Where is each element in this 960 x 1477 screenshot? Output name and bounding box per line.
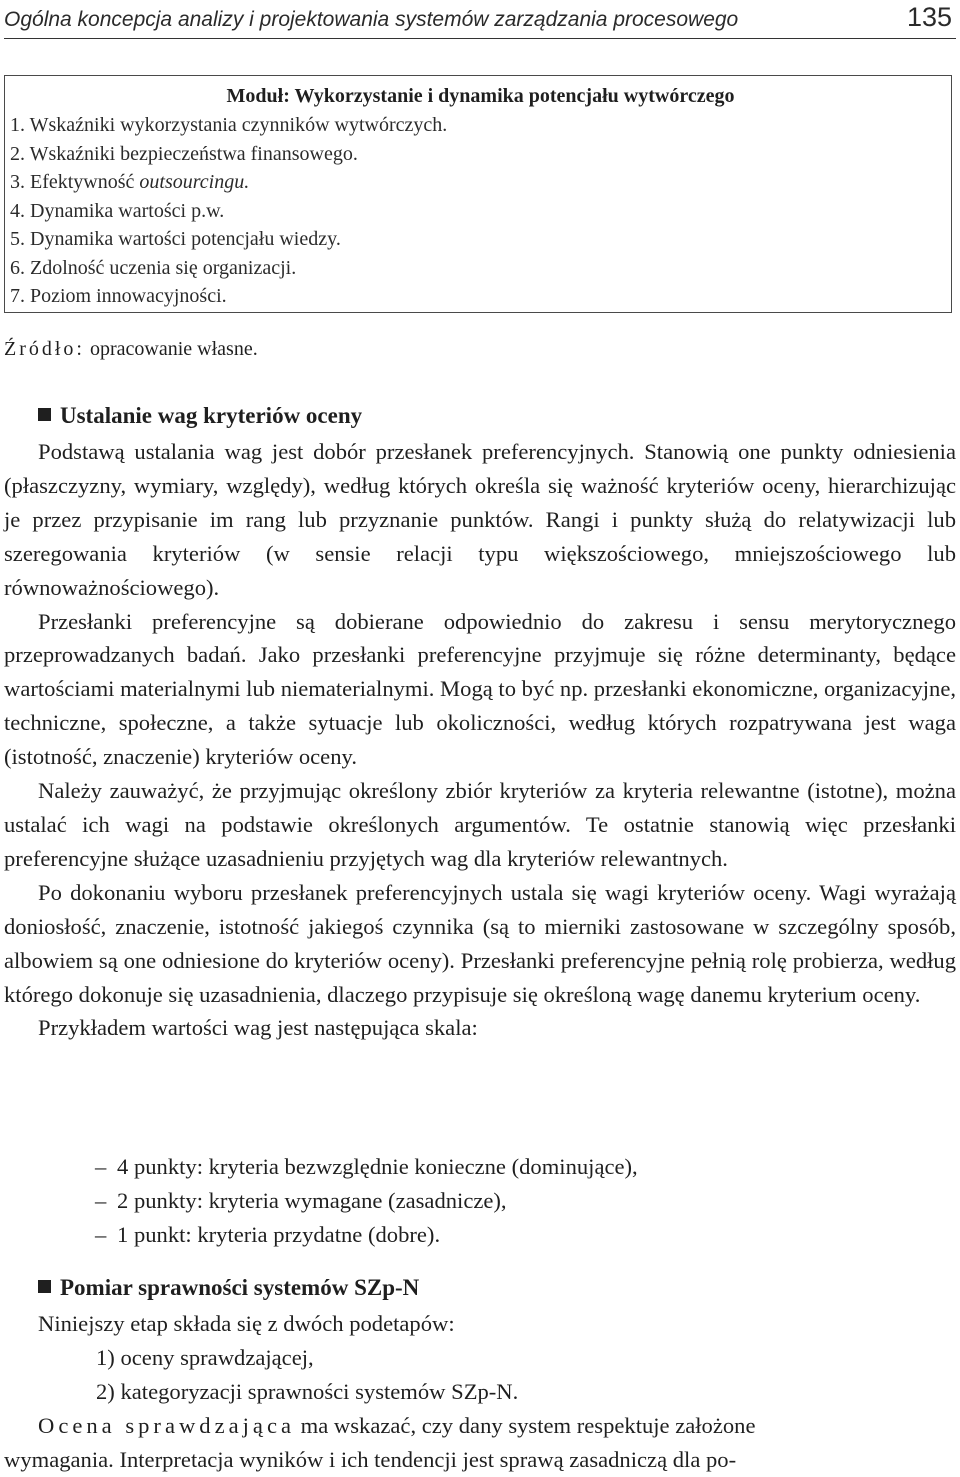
module-item: 4. Dynamika wartości p.w. <box>10 199 225 222</box>
module-item: 5. Dynamika wartości potencjału wiedzy. <box>10 228 341 250</box>
module-box <box>4 75 952 313</box>
running-head-title: Ogólna koncepcja analizy i projektowania systemów zarządzania procesowego <box>4 8 739 31</box>
paragraph: Podstawą ustalania wag jest dobór przesłanek preferencyjnych. Stanowią one punkty odniesienia (płaszczyzny, wymiary, względy), według których określa się ważność kryteriów oceny, hierarchizując je przez przypisanie im rang lub przyznanie punktów. Rangi i punkty służą do relatywizacji lub szeregowania kryteriów (w sensie relacji typu większościowego, mniejszościowego lub równoważnościowego). <box>4 439 956 600</box>
list-item: – 4 punkty: kryteria bezwzględnie konieczne (dominujące), <box>95 1154 638 1179</box>
module-item: 7. Poziom innowacyjności. <box>10 285 227 307</box>
square-bullet-icon <box>38 408 51 421</box>
paragraph: Ocena sprawdzająca ma wskazać, czy dany system respektuje założone <box>38 1412 756 1438</box>
module-item: 3. Efektywność outsourcingu. <box>10 171 250 193</box>
section-weights-body <box>4 435 956 1045</box>
paragraph: Przesłanki preferencyjne są dobierane odpowiednio do zakresu i sensu merytorycznego przeprowadzanych badań. Jako przesłanki preferencyjne przyjmuje się różne determinanty, będące wartościami materialnymi lub niematerialnymi. Mogą to być np. przesłanki ekonomiczne, organizacyjne, techniczne, społeczne, a także sytuacje lub okoliczności, według których rozpatrywana jest waga (istotność, znaczenie) kryteriów oceny. <box>4 608 956 770</box>
module-item: 2. Wskaźniki bezpieczeństwa finansowego. <box>10 142 358 165</box>
square-bullet-icon <box>38 1280 51 1293</box>
paragraph: wymagania. Interpretacja wyników i ich tendencji jest sprawą zasadniczą dla po- <box>4 1446 737 1472</box>
list-item: – 2 punkty: kryteria wymagane (zasadnicze), <box>95 1188 507 1213</box>
section-heading-weights: Ustalanie wag kryteriów oceny <box>38 403 362 429</box>
section-heading-measurement: Pomiar sprawności systemów SZp-N <box>38 1275 419 1301</box>
page-number: 135 <box>906 2 952 32</box>
section-measurement-body <box>4 1307 956 1477</box>
weight-scale-list <box>0 1150 960 1252</box>
paragraph: Niniejszy etap składa się z dwóch podetapów: <box>38 1311 455 1336</box>
paragraph: Po dokonaniu wyboru przesłanek preferencyjnych ustala się wagi kryteriów oceny. Wagi wyrażają doniosłość, znaczenie, istotność jakiegoś czynnika (są to mierniki zastosowane w szczególny sposób, albowiem są one odniesione do kryteriów oceny). Przesłanki preferencyjne pełnią rolę probierza, według którego dokonuje się uzasadnienia, dlaczego przypisuje się określoną wagę danemu kryterium oceny. <box>4 879 956 1007</box>
paragraph: Należy zauważyć, że przyjmując określony zbiór kryteriów za kryteria relewantne (istotne), można ustalać ich wagi na podstawie określonych argumentów. Te ostatnie stanowią więc przesłanki preferencyjne służące uzasadnieniu przyjętych wag dla kryteriów relewantnych. <box>4 778 956 871</box>
list-item: – 1 punkt: kryteria przydatne (dobre). <box>95 1222 441 1247</box>
module-item: 1. Wskaźniki wykorzystania czynników wytwórczych. <box>10 114 448 136</box>
module-box-title: Moduł: Wykorzystanie i dynamika potencjału wytwórczego <box>226 85 735 107</box>
source-label: Źródło: <box>4 338 85 360</box>
list-item: 2) kategoryzacji sprawności systemów SZp-N. <box>96 1378 519 1404</box>
running-head <box>4 2 956 39</box>
list-item: 1) oceny sprawdzającej, <box>96 1344 314 1370</box>
source-note <box>4 338 258 361</box>
paragraph: Przykładem wartości wag jest następująca skala: <box>38 1015 478 1041</box>
source-text: opracowanie własne. <box>85 338 258 360</box>
module-item: 6. Zdolność uczenia się organizacji. <box>10 256 297 279</box>
spaced-term: Ocena sprawdzająca <box>38 1412 296 1438</box>
